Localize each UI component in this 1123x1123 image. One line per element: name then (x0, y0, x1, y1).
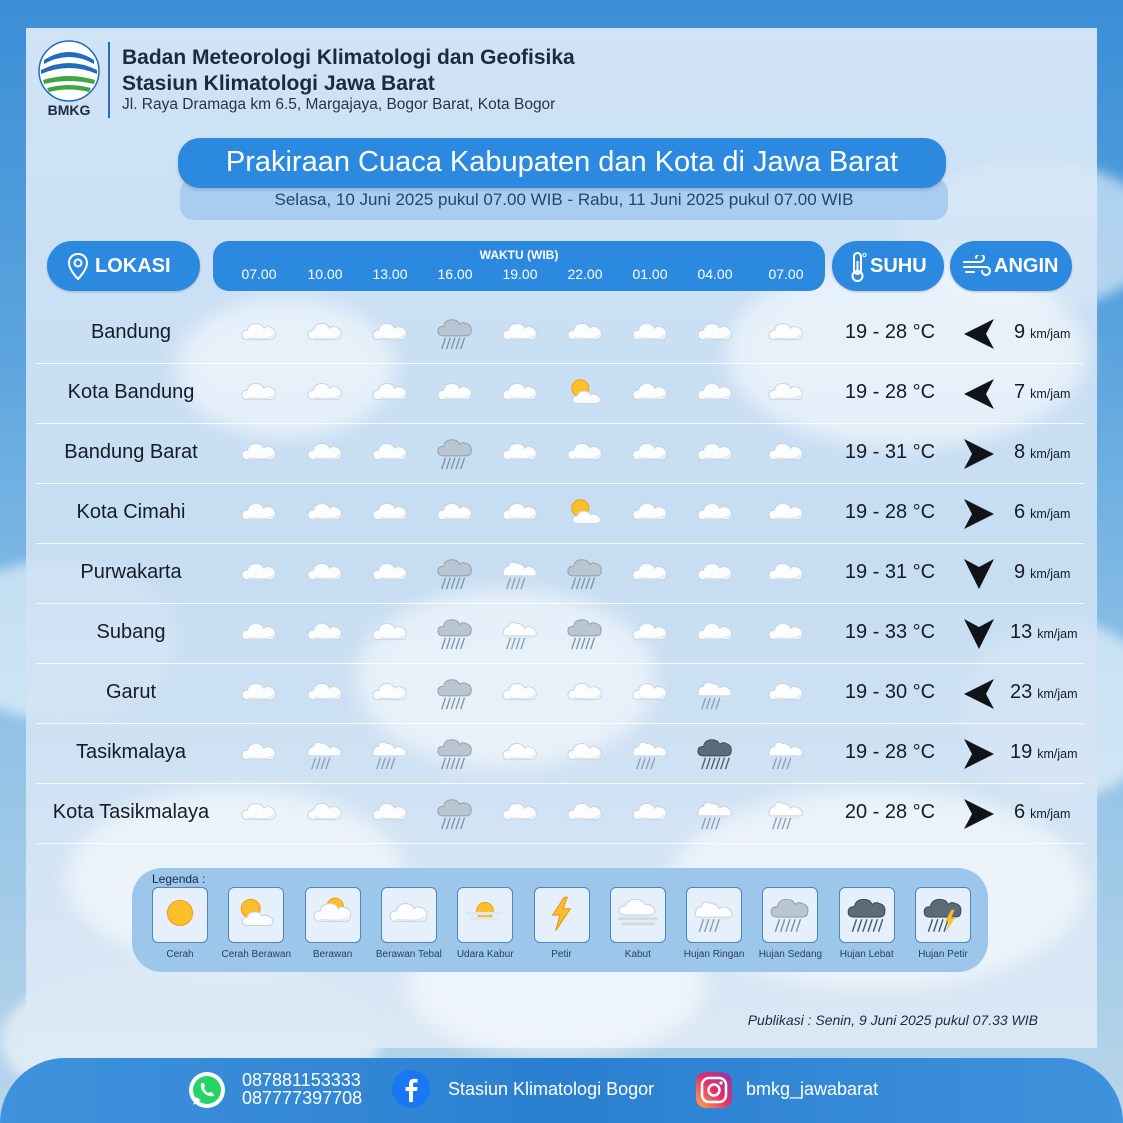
legend-swatch (610, 887, 666, 943)
wind-header (950, 241, 1072, 291)
haze-icon (462, 894, 508, 934)
moderate-rain-icon (433, 735, 477, 771)
legend-swatch (152, 887, 208, 943)
moderate-rain-icon (433, 435, 477, 471)
page-title: Prakiraan Cuaca Kabupaten dan Kota di Jawa Barat (225, 146, 899, 178)
city-name: Kota Tasikmalaya (52, 801, 210, 823)
wind-speed (1010, 621, 1090, 644)
heavy-cloud-icon (563, 735, 607, 771)
wind-speed (1014, 501, 1094, 524)
temperature-range: 19 - 30 °C (844, 681, 936, 703)
temperature-header (832, 241, 944, 291)
whatsapp-icon[interactable] (187, 1070, 227, 1110)
wind-direction-west-icon (961, 376, 997, 412)
legend-title: Legenda : (152, 872, 206, 886)
footer (0, 1058, 1123, 1123)
city-name: Bandung (90, 321, 172, 343)
heavy-cloud-icon (303, 615, 347, 651)
location-pin-icon (67, 252, 89, 282)
heavy-cloud-icon (628, 315, 672, 351)
moderate-rain-icon (433, 315, 477, 351)
time-header (213, 241, 825, 291)
moderate-rain-icon (433, 675, 477, 711)
lightning-icon (539, 894, 585, 934)
heavy-cloud-icon (498, 675, 542, 711)
heavy-cloud-icon (764, 315, 808, 351)
heavy-cloud-icon (693, 375, 737, 411)
time-slot: 01.00 (632, 266, 668, 282)
legend-label: Hujan Sedang (758, 949, 823, 960)
city-name: Kota Cimahi (76, 501, 186, 523)
temperature-range: 19 - 31 °C (844, 561, 936, 583)
heavy-cloud-icon (628, 675, 672, 711)
heavy-cloud-icon (628, 495, 672, 531)
partly-sunny-icon (563, 495, 607, 531)
time-header-title: WAKTU (WIB) (479, 248, 559, 262)
legend-label: Petir (551, 949, 572, 960)
time-slot: 07.00 (241, 266, 277, 282)
heavy-cloud-icon (628, 615, 672, 651)
row-divider (36, 843, 1084, 844)
heavy-cloud-icon (693, 555, 737, 591)
wind-speed (1014, 561, 1094, 584)
heavy-cloud-icon (764, 375, 808, 411)
heavy-cloud-icon (368, 315, 412, 351)
legend-swatch (762, 887, 818, 943)
heavy-cloud-icon (237, 435, 281, 471)
legend-label: Berawan (312, 949, 353, 960)
heavy-cloud-icon (498, 435, 542, 471)
heavy-cloud-icon (693, 495, 737, 531)
city-name: Subang (96, 621, 166, 643)
wind-speed-unit: km/jam (1030, 387, 1071, 401)
row-divider (36, 723, 1084, 724)
city-name: Tasikmalaya (75, 741, 187, 763)
heavy-cloud-icon (237, 675, 281, 711)
moderate-rain-icon (433, 555, 477, 591)
wind-direction-east-icon (961, 736, 997, 772)
heavy-cloud-icon (764, 435, 808, 471)
instagram-handle[interactable]: bmkg_jawabarat (746, 1079, 879, 1099)
wind-speed-value: 9 (1014, 321, 1026, 343)
heavy-cloud-icon (237, 315, 281, 351)
heavy-cloud-icon (764, 495, 808, 531)
legend-swatch (305, 887, 361, 943)
time-slot: 13.00 (372, 266, 408, 282)
wind-speed (1010, 741, 1090, 764)
legend-label: Hujan Lebat (839, 949, 894, 960)
legend-swatch (457, 887, 513, 943)
heavy-cloud-icon (237, 375, 281, 411)
row-divider (36, 483, 1084, 484)
city-name: Kota Bandung (67, 381, 195, 403)
row-divider (36, 543, 1084, 544)
wind-speed-value: 9 (1014, 561, 1026, 583)
heavy-cloud-icon (303, 435, 347, 471)
heavy-cloud-icon (303, 555, 347, 591)
org-name: Badan Meteorologi Klimatologi dan Geofisika (122, 46, 575, 69)
light-rain-icon (303, 735, 347, 771)
wind-speed-value: 6 (1014, 801, 1026, 823)
light-rain-icon (764, 735, 808, 771)
temperature-range: 19 - 31 °C (844, 441, 936, 463)
wind-speed (1010, 681, 1090, 704)
wind-speed (1014, 801, 1094, 824)
heavy-cloud-icon (628, 375, 672, 411)
wind-speed-value: 8 (1014, 441, 1026, 463)
heavy-cloud-icon (764, 555, 808, 591)
temperature-range: 19 - 28 °C (844, 741, 936, 763)
wind-direction-west-icon (961, 316, 997, 352)
heavy-cloud-icon (368, 375, 412, 411)
phone-1[interactable]: 087881153333 (242, 1070, 361, 1090)
light-rain-icon (691, 894, 737, 934)
light-rain-icon (764, 795, 808, 831)
wind-direction-east-icon (961, 796, 997, 832)
heavy-cloud-icon (693, 435, 737, 471)
wind-speed-value: 13 (1010, 621, 1033, 643)
wind-speed-unit: km/jam (1030, 567, 1071, 581)
cloudy-icon (310, 894, 356, 934)
wind-speed-unit: km/jam (1030, 447, 1071, 461)
time-slot: 10.00 (307, 266, 343, 282)
heavy-rain-icon (844, 894, 890, 934)
heavy-cloud-icon (563, 675, 607, 711)
location-header-label: LOKASI (95, 255, 171, 277)
time-slot: 22.00 (567, 266, 603, 282)
moderate-rain-icon (563, 555, 607, 591)
wind-header-label: ANGIN (994, 255, 1059, 277)
row-divider (36, 783, 1084, 784)
wind-speed-value: 6 (1014, 501, 1026, 523)
wind-speed (1014, 381, 1094, 404)
heavy-cloud-icon (433, 495, 477, 531)
location-header (47, 241, 200, 291)
heavy-cloud-icon (237, 795, 281, 831)
light-rain-icon (628, 735, 672, 771)
wind-speed-value: 23 (1010, 681, 1033, 703)
legend-swatch (839, 887, 895, 943)
heavy-cloud-icon (498, 375, 542, 411)
heavy-cloud-icon (368, 615, 412, 651)
moderate-rain-icon (563, 615, 607, 651)
partly-sunny-icon (563, 375, 607, 411)
light-rain-icon (693, 675, 737, 711)
heavy-rain-icon (693, 735, 737, 771)
light-rain-icon (693, 795, 737, 831)
legend-label: Cerah Berawan (221, 949, 292, 960)
phone-2[interactable]: 087777397708 (242, 1088, 363, 1108)
legend-swatch (228, 887, 284, 943)
facebook-name[interactable]: Stasiun Klimatologi Bogor (448, 1079, 655, 1099)
facebook-icon[interactable] (391, 1069, 431, 1109)
heavy-cloud-icon (498, 495, 542, 531)
city-name: Purwakarta (80, 561, 182, 583)
temperature-range: 19 - 28 °C (844, 381, 936, 403)
temperature-range: 20 - 28 °C (844, 801, 936, 823)
sunny-icon (157, 894, 203, 934)
temperature-range: 19 - 33 °C (844, 621, 936, 643)
row-divider (36, 663, 1084, 664)
wind-icon (962, 255, 992, 277)
wind-direction-west-icon (961, 676, 997, 712)
moderate-rain-icon (767, 894, 813, 934)
city-name: Garut (105, 681, 157, 703)
wind-speed-unit: km/jam (1030, 327, 1071, 341)
legend-label: Kabut (624, 949, 651, 960)
heavy-cloud-icon (563, 315, 607, 351)
time-slot: 07.00 (768, 266, 804, 282)
heavy-cloud-icon (628, 435, 672, 471)
moderate-rain-icon (433, 615, 477, 651)
heavy-cloud-icon (368, 675, 412, 711)
wind-speed-unit: km/jam (1037, 687, 1078, 701)
temperature-range: 19 - 28 °C (844, 501, 936, 523)
legend-label: Hujan Ringan (683, 949, 745, 960)
wind-speed-value: 7 (1014, 381, 1026, 403)
city-name: Bandung Barat (64, 441, 198, 463)
light-rain-icon (368, 735, 412, 771)
heavy-cloud-icon (303, 795, 347, 831)
heavy-cloud-icon (498, 315, 542, 351)
heavy-cloud-icon (303, 675, 347, 711)
wind-speed (1014, 321, 1094, 344)
temperature-header-label: SUHU (870, 255, 927, 277)
publication-date: Publikasi : Senin, 9 Juni 2025 pukul 07.33 WIB (747, 1012, 1038, 1028)
legend-label: Berawan Tebal (375, 949, 442, 960)
time-slot: 04.00 (697, 266, 733, 282)
bmkg-logo (38, 40, 100, 118)
heavy-cloud-icon (498, 795, 542, 831)
heavy-cloud-icon (693, 315, 737, 351)
wind-direction-south-icon (961, 556, 997, 592)
heavy-cloud-icon (237, 555, 281, 591)
legend-label: Udara Kabur (456, 949, 514, 960)
light-rain-icon (498, 555, 542, 591)
legend-swatch (915, 887, 971, 943)
heavy-cloud-icon (303, 375, 347, 411)
heavy-cloud-icon (368, 495, 412, 531)
heavy-cloud-icon (693, 615, 737, 651)
row-divider (36, 423, 1084, 424)
fog-icon (615, 894, 661, 934)
temperature-range: 19 - 28 °C (844, 321, 936, 343)
logo-text: BMKG (47, 102, 91, 118)
legend-swatch (534, 887, 590, 943)
heavy-cloud-icon (563, 795, 607, 831)
light-rain-icon (498, 615, 542, 651)
heavy-cloud-icon (498, 735, 542, 771)
wind-speed-unit: km/jam (1037, 747, 1078, 761)
heavy-cloud-icon (628, 795, 672, 831)
row-divider (36, 363, 1084, 364)
heavy-cloud-icon (628, 555, 672, 591)
station-name: Stasiun Klimatologi Jawa Barat (122, 72, 435, 95)
instagram-icon[interactable] (694, 1070, 734, 1110)
wind-speed-value: 19 (1010, 741, 1033, 763)
heavy-cloud-icon (764, 615, 808, 651)
heavy-cloud-icon (368, 435, 412, 471)
heavy-cloud-icon (563, 435, 607, 471)
wind-speed-unit: km/jam (1030, 807, 1071, 821)
heavy-cloud-icon (386, 894, 432, 934)
heavy-cloud-icon (237, 495, 281, 531)
wind-speed (1014, 441, 1094, 464)
wind-direction-east-icon (961, 496, 997, 532)
heavy-cloud-icon (764, 675, 808, 711)
time-slot: 19.00 (502, 266, 538, 282)
heavy-cloud-icon (303, 315, 347, 351)
thermometer-icon (848, 251, 868, 283)
thunderstorm-icon (920, 894, 966, 934)
time-slot: 16.00 (437, 266, 473, 282)
legend-swatch (381, 887, 437, 943)
heavy-cloud-icon (368, 555, 412, 591)
heavy-cloud-icon (237, 615, 281, 651)
legend-label: Cerah (166, 949, 194, 960)
wind-direction-south-icon (961, 616, 997, 652)
heavy-cloud-icon (433, 375, 477, 411)
wind-speed-unit: km/jam (1030, 507, 1071, 521)
wind-speed-unit: km/jam (1037, 627, 1078, 641)
header-divider (108, 42, 110, 118)
date-range: Selasa, 10 Juni 2025 pukul 07.00 WIB - Rabu, 11 Juni 2025 pukul 07.00 WIB (274, 190, 854, 209)
heavy-cloud-icon (303, 495, 347, 531)
moderate-rain-icon (433, 795, 477, 831)
partly-sunny-icon (233, 894, 279, 934)
heavy-cloud-icon (237, 735, 281, 771)
heavy-cloud-icon (368, 795, 412, 831)
legend-label: Hujan Petir (918, 949, 968, 960)
legend-swatch (686, 887, 742, 943)
address: Jl. Raya Dramaga km 6.5, Margajaya, Bogor Barat, Kota Bogor (122, 96, 556, 113)
wind-direction-east-icon (961, 436, 997, 472)
row-divider (36, 603, 1084, 604)
